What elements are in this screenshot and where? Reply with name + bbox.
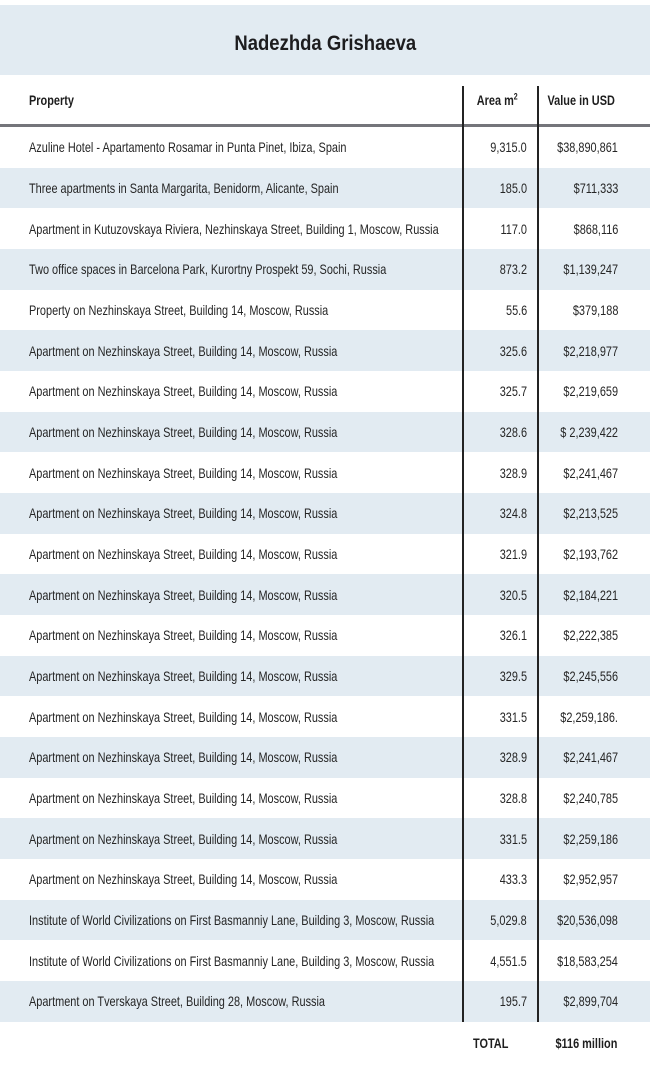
table-row	[0, 900, 650, 941]
property-cell: Apartment on Nezhinskaya Street, Building 14, Moscow, Russia	[29, 668, 338, 685]
property-cell: Three apartments in Santa Margarita, Benidorm, Alicante, Spain	[29, 180, 339, 196]
table-row	[0, 696, 650, 737]
table-row	[0, 249, 650, 290]
area-cell: 321.9	[499, 546, 527, 563]
area-cell: 195.7	[499, 993, 527, 1010]
table-row	[0, 981, 650, 1022]
value-cell: $38,890,861	[557, 139, 618, 156]
property-cell: Institute of World Civilizations on First Basmanniy Lane, Building 3, Moscow, Russia	[29, 912, 435, 929]
property-cell: Two office spaces in Barcelona Park, Kurortny Prospekt 59, Sochi, Russia	[29, 261, 387, 278]
value-cell: $379,188	[572, 302, 618, 319]
table-row	[0, 615, 650, 656]
table-row	[0, 859, 650, 900]
area-cell: 873.2	[499, 261, 527, 278]
table-row	[0, 534, 650, 575]
area-cell: 331.5	[499, 708, 527, 725]
area-cell: 185.0	[499, 180, 527, 196]
column-divider-left	[462, 86, 464, 1022]
header-value: Value in USD	[547, 91, 615, 108]
value-cell: $2,218,977	[563, 342, 618, 359]
property-cell: Apartment on Nezhinskaya Street, Building 14, Moscow, Russia	[29, 627, 338, 644]
table-row	[0, 778, 650, 819]
area-cell: 9,315.0	[490, 139, 527, 156]
table-row	[0, 940, 650, 981]
table-row	[0, 656, 650, 697]
title-band	[0, 5, 650, 75]
area-cell: 320.5	[499, 586, 527, 603]
property-cell: Apartment on Nezhinskaya Street, Building 14, Moscow, Russia	[29, 708, 338, 725]
value-cell: $2,245,556	[563, 668, 618, 685]
header-area: Area $m^2$	[477, 90, 518, 108]
table-row	[0, 574, 650, 615]
property-cell: Apartment on Nezhinskaya Street, Building 14, Moscow, Russia	[29, 749, 338, 766]
area-cell: 433.3	[499, 871, 527, 888]
value-cell: $868,116	[573, 220, 618, 237]
area-cell: 325.6	[499, 342, 527, 359]
property-cell: Apartment in Kutuzovskaya Riviera, Nezhinskaya Street, Building 1, Moscow, Russia	[29, 220, 439, 237]
area-cell: 331.5	[499, 830, 527, 847]
property-cell: Apartment on Nezhinskaya Street, Building 14, Moscow, Russia	[29, 383, 338, 400]
value-cell: $2,240,785	[563, 790, 618, 807]
property-cell: Apartment on Nezhinskaya Street, Building 14, Moscow, Russia	[29, 424, 338, 441]
total-row	[0, 1022, 650, 1064]
header-property: Property	[29, 91, 74, 108]
table-row	[0, 452, 650, 493]
value-cell: $2,213,525	[563, 505, 618, 522]
property-cell: Apartment on Nezhinskaya Street, Building 14, Moscow, Russia	[29, 871, 338, 888]
table-row	[0, 330, 650, 371]
table-row	[0, 493, 650, 534]
area-cell: 328.8	[499, 790, 527, 807]
value-cell: $1,139,247	[563, 261, 618, 278]
property-cell: Property on Nezhinskaya Street, Building 14, Moscow, Russia	[29, 302, 329, 319]
area-cell: 5,029.8	[490, 912, 527, 929]
table-row	[0, 168, 650, 209]
value-cell: $2,219,659	[563, 383, 618, 400]
area-cell: 117.0	[500, 220, 527, 237]
value-cell: $2,241,467	[563, 464, 618, 481]
property-cell: Apartment on Nezhinskaya Street, Building 14, Moscow, Russia	[29, 505, 338, 522]
property-cell: Apartment on Nezhinskaya Street, Building 14, Moscow, Russia	[29, 830, 338, 847]
column-divider-right	[537, 86, 539, 1022]
table-row	[0, 371, 650, 412]
property-cell: Institute of World Civilizations on First Basmanniy Lane, Building 3, Moscow, Russia	[29, 952, 435, 969]
area-cell: 328.9	[499, 464, 527, 481]
table-row	[0, 208, 650, 249]
total-value: $116 million	[555, 1035, 618, 1051]
value-cell: $18,583,254	[557, 952, 618, 969]
area-cell: 325.7	[499, 383, 527, 400]
area-cell: 324.8	[499, 505, 527, 522]
value-cell: $2,184,221	[563, 586, 618, 603]
table-row	[0, 412, 650, 453]
property-cell: Apartment on Nezhinskaya Street, Building 14, Moscow, Russia	[29, 790, 338, 807]
property-cell: Apartment on Nezhinskaya Street, Building 14, Moscow, Russia	[29, 586, 338, 603]
total-label: TOTAL	[472, 1035, 509, 1051]
property-cell: Apartment on Tverskaya Street, Building 28, Moscow, Russia	[29, 993, 325, 1010]
area-cell: 4,551.5	[490, 952, 527, 969]
area-cell: 328.9	[499, 749, 527, 766]
page-title: Nadezhda Grishaeva	[234, 31, 416, 55]
table-row	[0, 737, 650, 778]
table-row	[0, 290, 650, 331]
value-cell: $2,241,467	[563, 749, 618, 766]
value-cell: $2,222,385	[563, 627, 618, 644]
value-cell: $2,259,186	[563, 830, 618, 847]
value-cell: $2,952,957	[563, 871, 618, 888]
value-cell: $ 2,239,422	[560, 424, 618, 441]
table-row	[0, 127, 650, 168]
table-row	[0, 818, 650, 859]
table-header-row	[0, 75, 650, 127]
property-cell: Apartment on Nezhinskaya Street, Building 14, Moscow, Russia	[29, 464, 338, 481]
value-cell: $2,193,762	[563, 546, 618, 563]
property-cell: Azuline Hotel - Apartamento Rosamar in Punta Pinet, Ibiza, Spain	[29, 139, 347, 156]
property-cell: Apartment on Nezhinskaya Street, Building 14, Moscow, Russia	[29, 342, 338, 359]
value-cell: $2,899,704	[563, 993, 618, 1010]
value-cell: $20,536,098	[557, 912, 618, 929]
property-cell: Apartment on Nezhinskaya Street, Building 14, Moscow, Russia	[29, 546, 338, 563]
area-superscript: 2	[514, 90, 518, 101]
area-cell: 55.6	[505, 302, 527, 319]
table-body	[0, 127, 650, 1022]
value-cell: $2,259,186.	[560, 708, 618, 725]
area-cell: 328.6	[499, 424, 527, 441]
value-cell: $711,333	[573, 180, 618, 196]
area-cell: 329.5	[499, 668, 527, 685]
area-cell: 326.1	[499, 627, 527, 644]
